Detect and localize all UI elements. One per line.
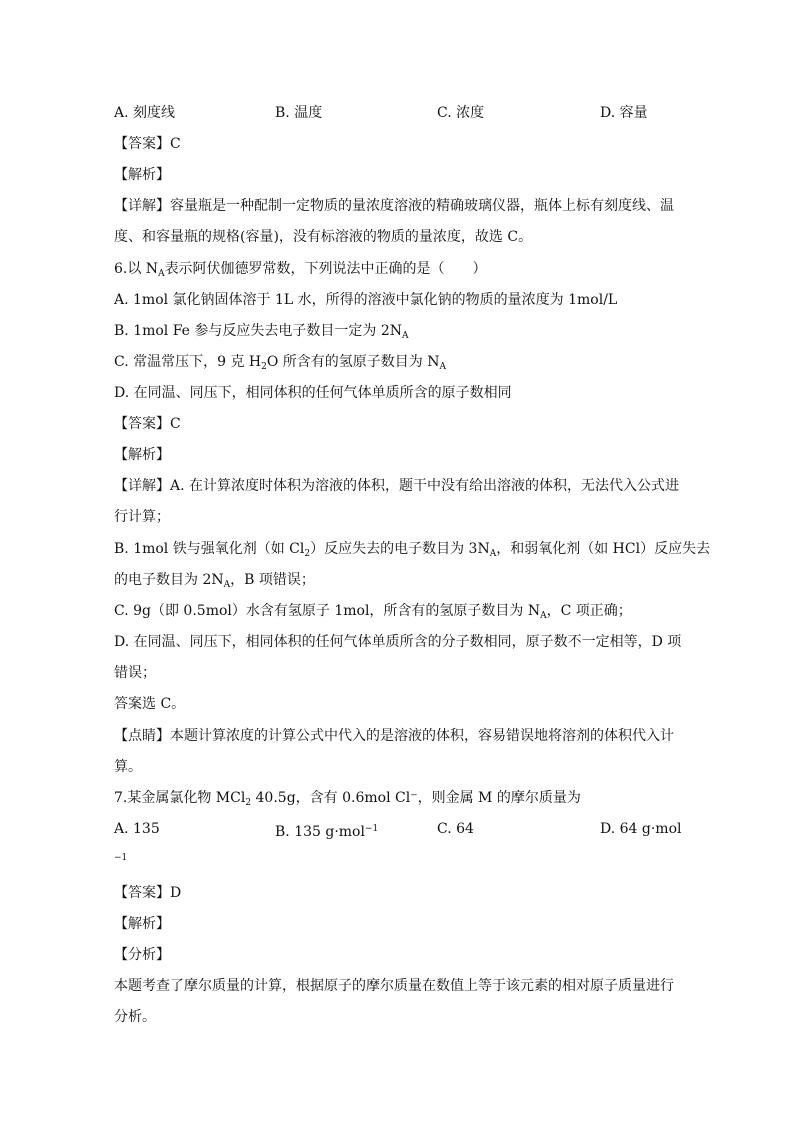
q6-option-b-subscript: A xyxy=(402,331,409,341)
q6-conclusion: 答案选 C。 xyxy=(114,696,186,712)
q5-detail-line-1: 【详解】容量瓶是一种配制一定物质的量浓度溶液的精确玻璃仪器，瓶体上标有刻度线、温 xyxy=(114,198,674,214)
q6-detail-b-text: B. 1mol 铁与强氧化剂（如 Cl xyxy=(114,541,305,557)
q7-analysis-line-2: 分析。 xyxy=(114,1009,156,1025)
q6-option-b-text: B. 1mol Fe 参与反应失去电子数目一定为 2N xyxy=(114,323,403,339)
q5-analysis-label: 【解析】 xyxy=(114,167,170,183)
q6-detail-d-line-1: D. 在同温、同压下，相同体积的任何气体单质所含的分子数相同，原子数不一定相等，D 项 xyxy=(114,634,682,650)
q5-answer: 【答案】C xyxy=(114,136,181,152)
q6-option-c-subscript-1: 2 xyxy=(261,362,267,372)
q6-stem-text-end: 表示阿伏伽德罗常数，下列说法中正确的是（ ） xyxy=(164,261,487,277)
q7-analysis-label: 【解析】 xyxy=(114,916,170,932)
q6-option-c-text: C. 常温常压下，9 克 H xyxy=(114,354,262,370)
q6-detail-d-line-2: 错误； xyxy=(114,665,156,681)
q6-detail-b-line-2 xyxy=(114,571,684,594)
q7-option-c: C. 64 xyxy=(437,821,474,837)
q6-detail-b-text-mid: ）反应失去的电子数目为 3N xyxy=(310,541,490,557)
q7-stem-subscript: 2 xyxy=(245,798,252,808)
q5-option-b: B. 温度 xyxy=(275,105,323,121)
q6-detail-b-subscript-1: 2 xyxy=(304,549,311,559)
q7-analysis-line-1: 本题考查了摩尔质量的计算，根据原子的摩尔质量在数值上等于该元素的相对原子质量进行 xyxy=(114,978,674,994)
q6-detail-b2-text: 的电子数目为 2N xyxy=(114,572,224,588)
q7-stem xyxy=(114,789,684,812)
q6-stem xyxy=(114,260,684,283)
q6-detail-b2-subscript: A xyxy=(223,580,231,590)
q6-detail-b-subscript-2: A xyxy=(489,549,497,559)
q6-detail-a-line-1: 【详解】A. 在计算浓度时体积为溶液的体积，题干中没有给出溶液的体积，无法代入公式进 xyxy=(114,478,680,494)
q7-option-b-text: B. 135 g·mol xyxy=(275,824,365,840)
q6-tip-line-1: 【点睛】本题计算浓度的计算公式中代入的是溶液的体积，容易错误地将溶剂的体积代入计 xyxy=(114,728,674,744)
q5-detail-line-2: 度、和容量瓶的规格(容量)，没有标溶液的物质的量浓度，故选 C。 xyxy=(114,229,533,245)
q5-option-a: A. 刻度线 xyxy=(114,105,176,121)
q7-stem-text: 7.某金属氯化物 MCl xyxy=(114,790,246,806)
q6-detail-c-text: C. 9g（即 0.5mol）水含有氢原子 1mol，所含有的氢原子数目为 N xyxy=(114,603,541,619)
q6-stem-text: 6.以 N xyxy=(114,261,159,277)
q6-option-a: A. 1mol 氯化钠固体溶于 1L 水，所得的溶液中氯化钠的物质的量浓度为 1mol/L xyxy=(114,292,618,308)
q7-option-b-superscript: −1 xyxy=(364,824,379,834)
q6-detail-c-subscript: A xyxy=(540,611,547,621)
q6-tip-line-2: 算。 xyxy=(114,759,142,775)
q5-option-d: D. 容量 xyxy=(600,105,648,121)
q7-option-d: D. 64 g·mol xyxy=(600,821,682,837)
q6-analysis-label: 【解析】 xyxy=(114,447,170,463)
q6-detail-b-line-1 xyxy=(114,540,711,563)
q7-option-b xyxy=(275,820,378,841)
q7-stem-text-end: 40.5g，含有 0.6mol Cl⁻，则金属 M 的摩尔质量为 xyxy=(251,790,581,806)
q6-option-b xyxy=(114,322,684,345)
q7-analysis-subheading: 【分析】 xyxy=(114,947,170,963)
q6-option-c xyxy=(114,353,684,376)
q6-option-d: D. 在同温、同压下，相同体积的任何气体单质所含的原子数相同 xyxy=(114,385,512,401)
q6-detail-c xyxy=(114,602,684,625)
q6-option-c-subscript-2: A xyxy=(439,362,447,372)
q6-detail-a-line-2: 行计算； xyxy=(114,509,170,525)
q6-detail-c-text-end: ，C 项正确； xyxy=(546,603,632,619)
q7-option-d-wrap: −1 xyxy=(114,853,128,863)
q6-answer: 【答案】C xyxy=(114,416,181,432)
q6-detail-b2-text-end: ，B 项错误； xyxy=(230,572,315,588)
q6-detail-b-text-end: ，和弱氧化剂（如 HCl）反应失去 xyxy=(496,541,711,557)
q5-option-c: C. 浓度 xyxy=(437,105,485,121)
q7-answer: 【答案】D xyxy=(114,885,182,901)
q6-option-c-text-mid: O 所含有的氢原子数目为 N xyxy=(266,354,440,370)
q6-stem-subscript: A xyxy=(158,269,165,279)
q7-option-a: A. 135 xyxy=(114,821,160,837)
